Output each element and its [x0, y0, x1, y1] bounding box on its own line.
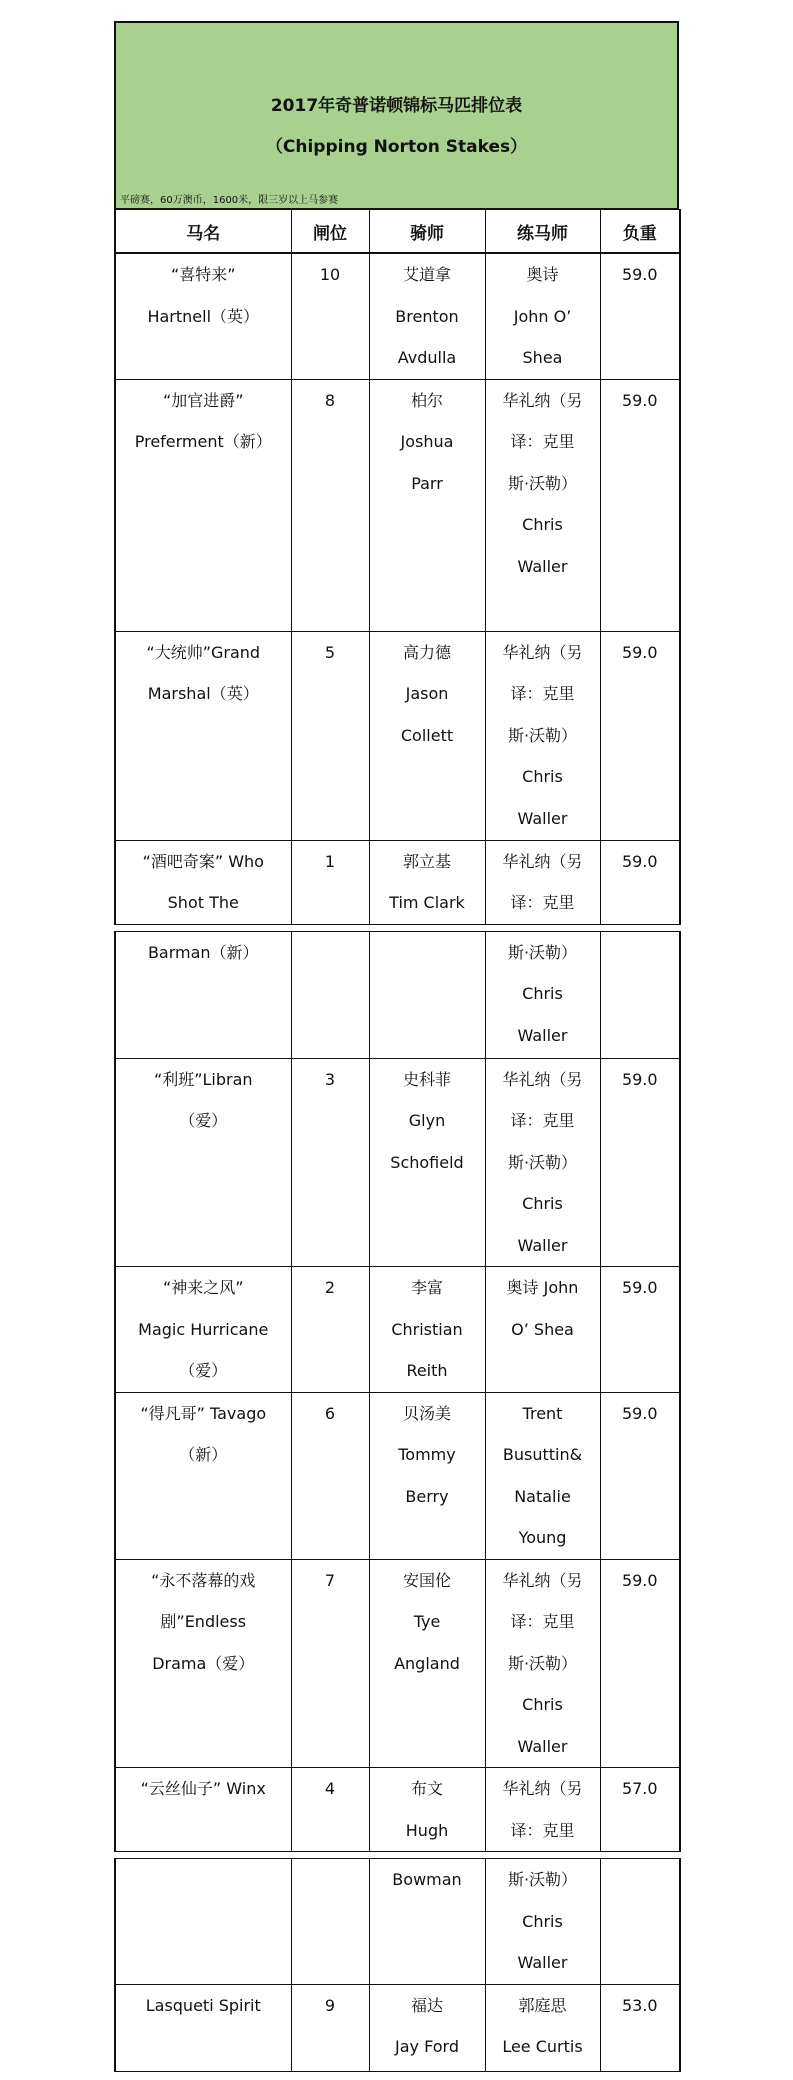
horse-name-line: （新） [179, 1445, 228, 1464]
horse-name-line: Drama（爱） [152, 1653, 255, 1673]
trainer-line: Shea [522, 348, 563, 367]
race-sheet [114, 21, 679, 2072]
jockey-cell [369, 1984, 485, 2071]
jockey-cell [369, 840, 485, 924]
jockey-line: 布文 [410, 1779, 443, 1798]
title-block [114, 21, 679, 209]
horse-name-cell [115, 254, 291, 380]
weight-cell: 59.0 [600, 631, 680, 840]
page-title: 2017年奇普诺顿锦标马匹排位表 [270, 96, 523, 116]
horse-name-cell [115, 1559, 291, 1768]
horse-name-line: Barman（新） [147, 942, 259, 962]
trainer-line: Waller [517, 1235, 568, 1255]
table-row [115, 931, 680, 1058]
barrier-cell [291, 931, 369, 1058]
trainer-line: 华礼纳（另 [502, 390, 583, 410]
trainer-line: 华礼纳（另 [502, 851, 583, 871]
trainer-cell [485, 254, 600, 380]
table-row [115, 379, 680, 631]
trainer-line: Chris [522, 984, 563, 1003]
header-barrier: 闸位 [291, 210, 369, 253]
jockey-line: Parr [411, 473, 443, 493]
barrier-cell: 6 [291, 1392, 369, 1559]
trainer-cell [485, 1984, 600, 2071]
trainer-line: Lee Curtis [502, 2037, 583, 2056]
jockey-line: 李富 [410, 1278, 443, 1297]
horse-name-line: （爱） [179, 1111, 228, 1130]
horse-name-line: Shot The [167, 893, 239, 912]
jockey-line: 高力德 [402, 642, 451, 662]
trainer-line: Chris [522, 515, 563, 534]
jockey-line: Jay Ford [395, 2037, 459, 2056]
weight-cell: 59.0 [600, 840, 680, 924]
jockey-line: Schofield [390, 1152, 464, 1172]
trainer-line: 奥诗 [526, 265, 559, 284]
weight-cell [600, 931, 680, 1058]
weight-cell: 57.0 [600, 1768, 680, 1852]
trainer-line: 斯·沃勒） [507, 1152, 578, 1172]
trainer-line: Young [518, 1528, 567, 1547]
table-row [115, 1559, 680, 1768]
trainer-line: 斯·沃勒） [507, 1653, 578, 1673]
trainer-line: 华礼纳（另 [502, 1570, 583, 1590]
horse-name-line: Marshal（英） [147, 684, 259, 703]
trainer-cell [485, 1559, 600, 1768]
horse-name-line: Hartnell（英） [147, 306, 260, 326]
horse-name-line: “喜特来” [170, 265, 236, 284]
horse-name-line: “利班”Libran [153, 1069, 253, 1089]
trainer-cell [485, 1267, 600, 1393]
trainer-line: Busuttin& [502, 1445, 583, 1464]
trainer-cell [485, 1058, 600, 1267]
horse-name-cell [115, 1058, 291, 1267]
jockey-line: 福达 [410, 1995, 443, 2015]
jockey-cell [369, 254, 485, 380]
trainer-line: 斯·沃勒） [507, 725, 578, 745]
entries-table [114, 1858, 681, 2072]
trainer-cell [485, 931, 600, 1058]
weight-cell [600, 1859, 680, 1985]
horse-name-line: Magic Hurricane [138, 1319, 269, 1339]
jockey-line: 艾道拿 [402, 265, 451, 284]
page-subtitle: （Chipping Norton Stakes） [265, 137, 528, 157]
horse-name-line: “酒吧奇案” Who [142, 851, 264, 871]
trainer-line: 华礼纳（另 [502, 642, 583, 662]
trainer-line: Chris [522, 1194, 563, 1213]
barrier-cell: 8 [291, 379, 369, 631]
trainer-line: 奥诗 John [506, 1278, 579, 1297]
horse-name-cell [115, 1267, 291, 1393]
jockey-line: Avdulla [397, 348, 457, 367]
table-row [115, 1058, 680, 1267]
trainer-line: 译：克里 [510, 1820, 575, 1840]
trainer-line: Waller [517, 1736, 568, 1756]
horse-name-cell [115, 1984, 291, 2071]
jockey-cell [369, 1859, 485, 1985]
jockey-line: 安国伦 [402, 1570, 451, 1590]
trainer-line: 译：克里 [510, 1612, 575, 1631]
trainer-line: 译：克里 [510, 432, 575, 451]
weight-cell: 59.0 [600, 1392, 680, 1559]
table-row [115, 631, 680, 840]
header-trainer: 练马师 [485, 210, 600, 253]
jockey-line: Collett [400, 725, 454, 745]
horse-name-line: “得凡哥” Tavago [140, 1403, 267, 1423]
jockey-line: 史科菲 [402, 1069, 451, 1089]
horse-name-line: 剧”Endless [160, 1612, 247, 1631]
barrier-cell: 10 [291, 254, 369, 380]
table-row [115, 1267, 680, 1393]
entries-table [114, 931, 681, 1853]
jockey-line: Jason [405, 684, 449, 703]
jockey-line: Bowman [392, 1870, 462, 1889]
entries-table [114, 253, 681, 925]
jockey-cell [369, 1392, 485, 1559]
jockey-cell [369, 931, 485, 1058]
header-jockey: 骑师 [369, 210, 485, 253]
jockey-line: Joshua [400, 432, 454, 451]
jockey-cell [369, 1559, 485, 1768]
horse-name-cell [115, 840, 291, 924]
header-table [114, 209, 681, 253]
jockey-line: 柏尔 [410, 390, 443, 410]
horse-name-line: “云丝仙子” Winx [140, 1779, 266, 1798]
jockey-line: Berry [405, 1486, 449, 1506]
horse-name-line: Preferment（新） [134, 432, 272, 451]
horse-name-line: Lasqueti Spirit [145, 1995, 261, 2015]
jockey-line: Tye [413, 1612, 441, 1631]
horse-name-cell [115, 931, 291, 1058]
trainer-line: Waller [517, 808, 568, 828]
weight-cell: 59.0 [600, 254, 680, 380]
header-horse: 马名 [115, 210, 291, 253]
horse-name-line: “大统帅”Grand [146, 642, 261, 662]
table-row [115, 1859, 680, 1985]
weight-cell: 59.0 [600, 1559, 680, 1768]
race-note: 平磅赛，60万澳币，1600米，限三岁以上马参赛 [120, 195, 339, 206]
trainer-cell [485, 1392, 600, 1559]
barrier-cell: 5 [291, 631, 369, 840]
trainer-cell [485, 631, 600, 840]
jockey-line: Brenton [395, 306, 459, 326]
trainer-line: Chris [522, 1911, 563, 1931]
trainer-cell [485, 1859, 600, 1985]
table-row [115, 1392, 680, 1559]
jockey-cell [369, 1058, 485, 1267]
table-row [115, 1984, 680, 2071]
trainer-line: 译：克里 [510, 893, 575, 912]
horse-name-cell [115, 1768, 291, 1852]
trainer-line: Waller [517, 1953, 568, 1972]
trainer-line: Chris [522, 767, 563, 786]
trainer-line: Waller [517, 556, 568, 576]
trainer-line: 译：克里 [510, 1111, 575, 1130]
trainer-cell [485, 840, 600, 924]
trainer-line: Natalie [514, 1486, 571, 1506]
table-row [115, 1768, 680, 1852]
trainer-cell [485, 379, 600, 631]
weight-cell: 59.0 [600, 379, 680, 631]
barrier-cell: 1 [291, 840, 369, 924]
jockey-line: Hugh [405, 1820, 449, 1840]
horse-name-line: “神来之风” [162, 1278, 244, 1297]
trainer-line: 华礼纳（另 [502, 1779, 583, 1798]
jockey-line: Christian [391, 1319, 463, 1339]
barrier-cell: 2 [291, 1267, 369, 1393]
trainer-line: 华礼纳（另 [502, 1069, 583, 1089]
header-weight: 负重 [600, 210, 680, 253]
jockey-line: 郭立基 [402, 851, 451, 871]
jockey-cell [369, 1768, 485, 1852]
jockey-line: Reith [406, 1361, 448, 1380]
horse-name-line: “永不落幕的戏 [151, 1570, 256, 1590]
barrier-cell: 9 [291, 1984, 369, 2071]
jockey-cell [369, 379, 485, 631]
trainer-line: 郭庭思 [518, 1995, 567, 2015]
jockey-line: Glyn [408, 1111, 446, 1130]
trainer-line: 斯·沃勒） [507, 942, 578, 962]
trainer-line: O’ Shea [511, 1319, 574, 1339]
trainer-line: Waller [517, 1025, 568, 1045]
jockey-cell [369, 631, 485, 840]
trainer-line: 译：克里 [510, 684, 575, 703]
horse-name-cell [115, 379, 291, 631]
weight-cell: 59.0 [600, 1267, 680, 1393]
table-row [115, 840, 680, 924]
horse-name-cell [115, 1392, 291, 1559]
trainer-line: 斯·沃勒） [507, 473, 578, 493]
barrier-cell [291, 1859, 369, 1985]
horse-name-line: （爱） [179, 1361, 228, 1380]
jockey-line: Tim Clark [389, 893, 465, 912]
weight-cell: 59.0 [600, 1058, 680, 1267]
jockey-line: Angland [394, 1653, 460, 1673]
trainer-line: Chris [522, 1695, 563, 1714]
horse-name-cell [115, 631, 291, 840]
table-row [115, 254, 680, 380]
barrier-cell: 3 [291, 1058, 369, 1267]
weight-cell: 53.0 [600, 1984, 680, 2071]
trainer-line: 斯·沃勒） [507, 1870, 578, 1889]
trainer-line: John O’ [513, 306, 572, 326]
trainer-line: Trent [522, 1403, 563, 1423]
barrier-cell: 7 [291, 1559, 369, 1768]
barrier-cell: 4 [291, 1768, 369, 1852]
trainer-cell [485, 1768, 600, 1852]
horse-name-line: “加官进爵” [162, 390, 244, 410]
horse-name-cell [115, 1859, 291, 1985]
jockey-cell [369, 1267, 485, 1393]
header-row [115, 210, 680, 253]
jockey-line: Tommy [398, 1445, 456, 1464]
table-body [114, 253, 679, 2072]
jockey-line: 贝汤美 [402, 1403, 451, 1423]
